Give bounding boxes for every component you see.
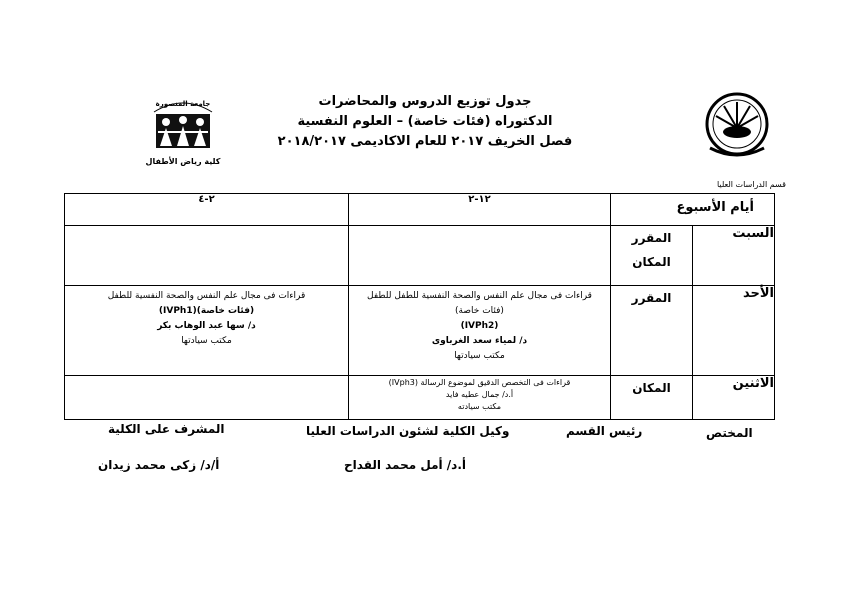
header-line-3: فصل الخريف ٢٠١٧ للعام الاكاديمى ٢٠١٨/٢٠١٧	[277, 134, 573, 149]
slot-header-2-4: ٢-٤	[65, 194, 349, 226]
header-line-1: جدول توزيع الدروس والمحاضرات	[318, 94, 532, 109]
course-location: مكتب سيادتها	[454, 351, 505, 361]
course-title: قراءات فى مجال علم النفس والصحة النفسية للطفل	[107, 291, 306, 301]
monday-slot1	[349, 376, 611, 420]
signature-vice-dean-name: أ.د/ أمل محمد القداح	[344, 458, 467, 472]
schedule-table	[64, 193, 775, 420]
university-logo	[700, 88, 774, 166]
label-course: المقرر	[611, 286, 693, 376]
document-header	[250, 92, 600, 152]
logo-bottom-text: كلية رياض الأطفال	[145, 157, 221, 166]
course-location: مكتب سيادته	[457, 402, 502, 411]
instructor-name: أ.د/ جمال عطيه فايد	[445, 390, 514, 399]
signature-vice-dean: وكيل الكلية لشئون الدراسات العليا	[306, 424, 510, 438]
department-label: قسم الدراسات العليا	[716, 180, 786, 189]
days-of-week-header: أيام الأسبوع	[611, 194, 775, 226]
instructor-name: د/ لمياء سعد الغرباوى	[431, 336, 528, 346]
children-emblem-icon	[140, 92, 226, 172]
logo-top-text: جامعة المنصورة	[155, 100, 211, 108]
course-category: (فئات خاصة)	[455, 306, 504, 316]
course-category: (فئات خاصة)(IVPh1)	[158, 306, 255, 316]
kindergarten-faculty-logo	[140, 92, 226, 172]
university-seal-icon	[700, 88, 774, 166]
sunday-slot2	[65, 286, 349, 376]
slot-header-12-2: ١٢-٢	[349, 194, 611, 226]
signature-specialist: المختص	[706, 426, 753, 440]
course-title: قراءات فى مجال علم النفس والصحة النفسية للطفل للطفل	[367, 291, 592, 301]
instructor-name: د/ سها عبد الوهاب بكر	[157, 321, 256, 331]
label-course-place: المقرر المكان	[611, 226, 693, 286]
day-monday: الاثنين	[693, 376, 775, 420]
saturday-slot1	[349, 226, 611, 286]
label-place: المكان	[611, 376, 693, 420]
signature-supervisor-name: أ/د/ زكى محمد زيدان	[98, 458, 220, 472]
course-code: (IVPh2)	[460, 321, 499, 331]
course-title: قراءات فى التخصص الدقيق لموضوع الرسالة (IVph3)	[388, 378, 571, 387]
day-sunday: الأحد	[693, 286, 775, 376]
course-location: مكتب سيادتها	[181, 336, 232, 346]
table-header-row	[65, 194, 775, 226]
sunday-slot1	[349, 286, 611, 376]
table-row	[65, 226, 775, 286]
header-line-2: الدكتوراه (فئات خاصة) – العلوم النفسية	[297, 114, 553, 129]
signature-supervisor: المشرف على الكلية	[108, 422, 225, 436]
table-row	[65, 286, 775, 376]
saturday-slot2	[65, 226, 349, 286]
day-saturday: السبت	[693, 226, 775, 286]
signature-department-head: رئيس القسم	[566, 424, 643, 438]
monday-slot2	[65, 376, 349, 420]
table-row	[65, 376, 775, 420]
